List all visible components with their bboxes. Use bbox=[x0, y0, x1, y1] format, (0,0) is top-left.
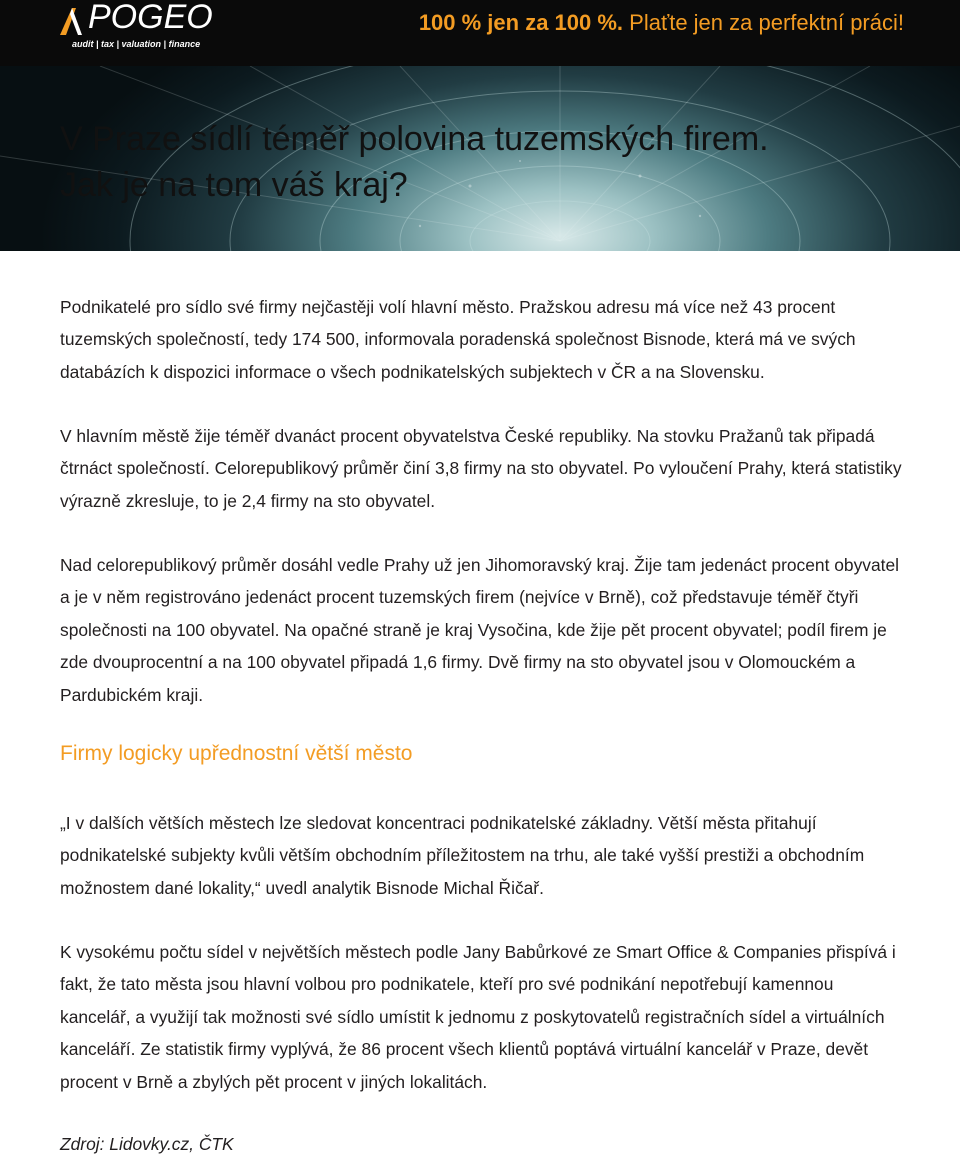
article-paragraph-5: K vysokému počtu sídel v největších městech podle Jany Babůrkové ze Smart Office & Companies přispívá i fakt, že tato města jsou hlavní volbou pro podnikatele, kteří pro své podnikání nepotřebují kamennou kancelář, a využijí tak možnosti své sídlo umístit k jednomu z poskytovatelů registračních sídel a virtuálních kanceláří. Ze statistik firmy vyplývá, že 86 procent všech klientů poptává virtuální kancelář v Praze, devět procent v Brně a zbylých pět procent v jiných lokalitách. bbox=[60, 942, 896, 1092]
article-source: Zdroj: Lidovky.cz, ČTK bbox=[60, 1134, 234, 1154]
article-subheading: Firmy logicky upřednostní větší město bbox=[60, 742, 413, 765]
logo-tagline: audit | tax | valuation | finance bbox=[72, 39, 201, 49]
slogan-highlight: 100 % jen za 100 %. bbox=[418, 10, 624, 35]
article-title bbox=[60, 116, 769, 208]
hero-banner bbox=[0, 66, 960, 251]
logo-a-mark-icon bbox=[58, 6, 84, 36]
apogeo-logo[interactable] bbox=[58, 2, 218, 62]
header-bar bbox=[0, 0, 960, 66]
article-paragraph-3: Nad celorepublikový průměr dosáhl vedle Prahy už jen Jihomoravský kraj. Žije tam jedenáct procent obyvatel a je v něm registrováno jedenáct procent tuzemských firem (nejvíce v Brně), což představuje téměř čtyři společnosti na 100 obyvatel. Na opačné straně je kraj Vysočina, kde žije pět procent obyvatel; podíl firem je zde dvouprocentní a na 100 obyvatel připadá 1,6 firmy. Dvě firmy na sto obyvatel jsou v Olomouckém a Pardubickém kraji. bbox=[60, 555, 900, 705]
slogan-rest: Plaťte jen za perfektní práci! bbox=[623, 10, 904, 35]
article-paragraph-2: V hlavním městě žije téměř dvanáct procent obyvatelstva České republiky. Na stovku Pražanů tak připadá čtrnáct společností. Celorepublikový průměr činí 3,8 firmy na sto obyvatel. Po vyloučení Prahy, která statistiky výrazně zkresluje, to je 2,4 firmy na sto obyvatel. bbox=[60, 426, 902, 511]
article-quote-paragraph: „I v dalších větších městech lze sledovat koncentraci podnikatelské základny. Větší města přitahují podnikatelské subjekty kvůli větším obchodním příležitostem na trhu, ale také vyšší prestiži a obchodním možnostem dané lokality,“ uvedl analytik Bisnode Michal Řičař. bbox=[60, 813, 865, 898]
logo-wordmark: POGEO bbox=[88, 0, 213, 36]
header-slogan bbox=[419, 10, 904, 36]
article-title-line-1: V Praze sídlí téměř polovina tuzemských firem. bbox=[60, 120, 769, 158]
article-title-line-2: Jak je na tom váš kraj? bbox=[60, 166, 408, 204]
article-paragraph-1: Podnikatelé pro sídlo své firmy nejčastěji volí hlavní město. Pražskou adresu má více než 43 procent tuzemských společností, tedy 174 500, informovala poradenská společnost Bisnode, která má ve svých databázích k dispozici informace o všech podnikatelských subjektech v ČR a na Slovensku. bbox=[60, 297, 856, 382]
